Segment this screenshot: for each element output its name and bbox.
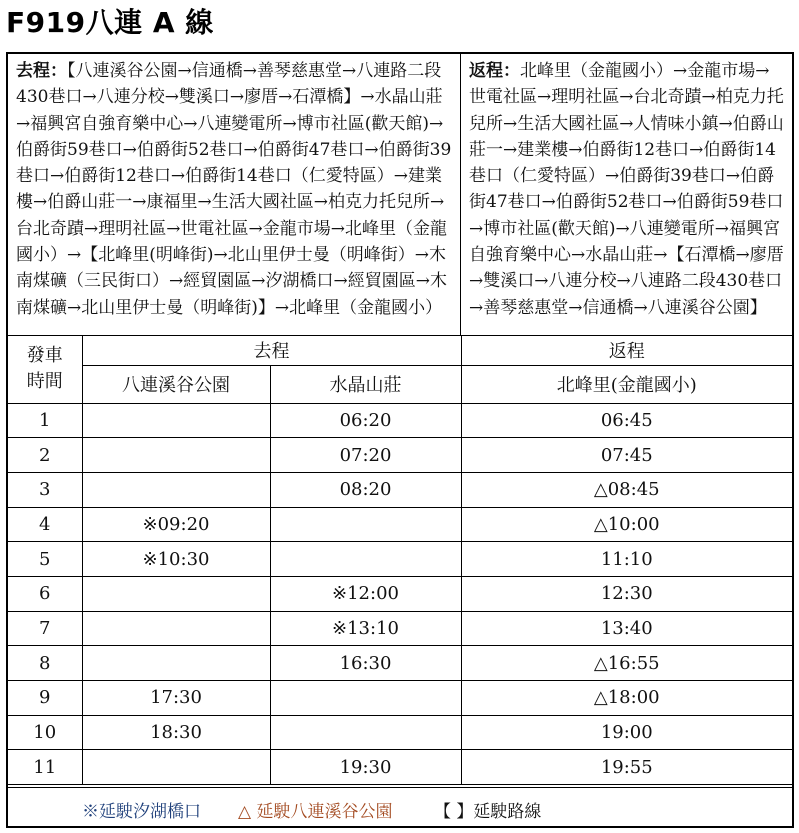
departure-header-text: 發車 時間 bbox=[26, 344, 63, 392]
outbound-stops: 【八連溪谷公園→信通橋→善琴慈惠堂→八連路二段430巷口→八連分校→雙溪口→廖厝→石潭橋】→水晶山莊→福興宮自強育樂中心→八連變電所→博市社區(歡天館)→伯爵街59巷口→伯爵街52巷口→伯爵街47巷口→伯爵街39巷口→伯爵街12巷口→伯爵街14巷口（仁愛特區）→建業樓→伯爵山莊一→康福里→生活大國社區→柏克力托兒所→台北奇蹟→理明社區→世電社區→金龍市場→北峰里（金龍國小）→【北峰里(明峰街)→北山里伊士曼（明峰街）→木南煤礦（三民街口）→經貿園區→汐湖橋口→經貿園區→木南煤礦→北山里伊士曼（明峰街)】→北峰里（金龍國小） bbox=[16, 61, 452, 318]
trip-number-cell: 11 bbox=[8, 750, 82, 785]
schedule-rows bbox=[8, 403, 792, 785]
trip-number-cell: 5 bbox=[8, 542, 82, 577]
bali-valley-time-cell: 18:30 bbox=[82, 715, 270, 750]
beifeng-time-cell: 06:45 bbox=[461, 403, 792, 438]
outbound-label: 去程： bbox=[16, 61, 67, 81]
legend bbox=[8, 787, 792, 827]
crystal-villa-time-cell bbox=[270, 542, 461, 577]
table-row bbox=[8, 646, 792, 681]
bali-valley-time-cell: 17:30 bbox=[82, 681, 270, 716]
stop-header-crystal-villa: 水晶山莊 bbox=[270, 365, 461, 403]
legend-bali-note: △ 延駛八連溪谷公園 bbox=[238, 802, 393, 822]
crystal-villa-time-cell: ※12:00 bbox=[270, 576, 461, 611]
stop-header-row bbox=[8, 365, 792, 403]
table-row bbox=[8, 611, 792, 646]
trip-number-cell: 8 bbox=[8, 646, 82, 681]
table-row bbox=[8, 472, 792, 507]
crystal-villa-time-cell: ※13:10 bbox=[270, 611, 461, 646]
trip-number-cell: 1 bbox=[8, 403, 82, 438]
bali-valley-time-cell bbox=[82, 750, 270, 785]
header-row bbox=[8, 335, 792, 365]
timetable-frame bbox=[6, 52, 794, 828]
beifeng-time-cell: △18:00 bbox=[461, 681, 792, 716]
trip-number-cell: 9 bbox=[8, 681, 82, 716]
table-row bbox=[8, 715, 792, 750]
beifeng-time-cell: △16:55 bbox=[461, 646, 792, 681]
legend-extended-route: 【 】延駛路線 bbox=[434, 802, 542, 822]
outbound-header: 去程 bbox=[82, 335, 461, 365]
crystal-villa-time-cell: 06:20 bbox=[270, 403, 461, 438]
trip-number-cell: 6 bbox=[8, 576, 82, 611]
beifeng-time-cell: △08:45 bbox=[461, 472, 792, 507]
crystal-villa-time-cell: 08:20 bbox=[270, 472, 461, 507]
table-row bbox=[8, 576, 792, 611]
beifeng-time-cell: △10:00 bbox=[461, 507, 792, 542]
beifeng-time-cell: 12:30 bbox=[461, 576, 792, 611]
beifeng-time-cell: 07:45 bbox=[461, 438, 792, 473]
beifeng-time-cell: 19:55 bbox=[461, 750, 792, 785]
table-row bbox=[8, 750, 792, 785]
table-row bbox=[8, 542, 792, 577]
stop-header-beifeng: 北峰里(金龍國小) bbox=[461, 365, 792, 403]
beifeng-time-cell: 19:00 bbox=[461, 715, 792, 750]
crystal-villa-time-cell bbox=[270, 507, 461, 542]
page-title: F919八連 A 線 bbox=[6, 6, 214, 39]
bali-valley-time-cell bbox=[82, 611, 270, 646]
crystal-villa-time-cell bbox=[270, 715, 461, 750]
return-route-text bbox=[461, 54, 792, 335]
table-row bbox=[8, 438, 792, 473]
bali-valley-time-cell: ※09:20 bbox=[82, 507, 270, 542]
legend-xihu-note: ※延駛汐湖橋口 bbox=[82, 802, 201, 822]
crystal-villa-time-cell: 07:20 bbox=[270, 438, 461, 473]
trip-number-cell: 7 bbox=[8, 611, 82, 646]
crystal-villa-time-cell: 16:30 bbox=[270, 646, 461, 681]
trip-number-cell: 2 bbox=[8, 438, 82, 473]
return-stops: 北峰里（金龍國小）→金龍市場→世電社區→理明社區→台北奇蹟→柏克力托兒所→生活大國社區→人情味小鎮→伯爵山莊一→建業樓→伯爵街12巷口→伯爵街14巷口（仁愛特區）→伯爵街39巷口→伯爵街47巷口→伯爵街52巷口→伯爵街59巷口→博市社區(歡天館)→八連變電所→福興宮自強育樂中心→水晶山莊→【石潭橋→廖厝→雙溪口→八連分校→八連路二段430巷口→善琴慈惠堂→信通橋→八連溪谷公園】 bbox=[469, 61, 784, 318]
return-label: 返程： bbox=[469, 61, 520, 81]
trip-number-cell: 4 bbox=[8, 507, 82, 542]
bali-valley-time-cell bbox=[82, 438, 270, 473]
bali-valley-time-cell bbox=[82, 576, 270, 611]
trip-number-cell: 10 bbox=[8, 715, 82, 750]
schedule-table bbox=[8, 335, 792, 785]
beifeng-time-cell: 11:10 bbox=[461, 542, 792, 577]
crystal-villa-time-cell: 19:30 bbox=[270, 750, 461, 785]
trip-number-cell: 3 bbox=[8, 472, 82, 507]
bali-valley-time-cell bbox=[82, 403, 270, 438]
return-header: 返程 bbox=[461, 335, 792, 365]
outbound-route-text bbox=[8, 54, 461, 335]
bali-valley-time-cell: ※10:30 bbox=[82, 542, 270, 577]
beifeng-time-cell: 13:40 bbox=[461, 611, 792, 646]
stop-header-bali-valley: 八連溪谷公園 bbox=[82, 365, 270, 403]
table-row bbox=[8, 403, 792, 438]
table-row bbox=[8, 681, 792, 716]
bali-valley-time-cell bbox=[82, 646, 270, 681]
route-description bbox=[8, 54, 792, 336]
departure-header bbox=[8, 335, 82, 403]
crystal-villa-time-cell bbox=[270, 681, 461, 716]
table-row bbox=[8, 507, 792, 542]
bali-valley-time-cell bbox=[82, 472, 270, 507]
